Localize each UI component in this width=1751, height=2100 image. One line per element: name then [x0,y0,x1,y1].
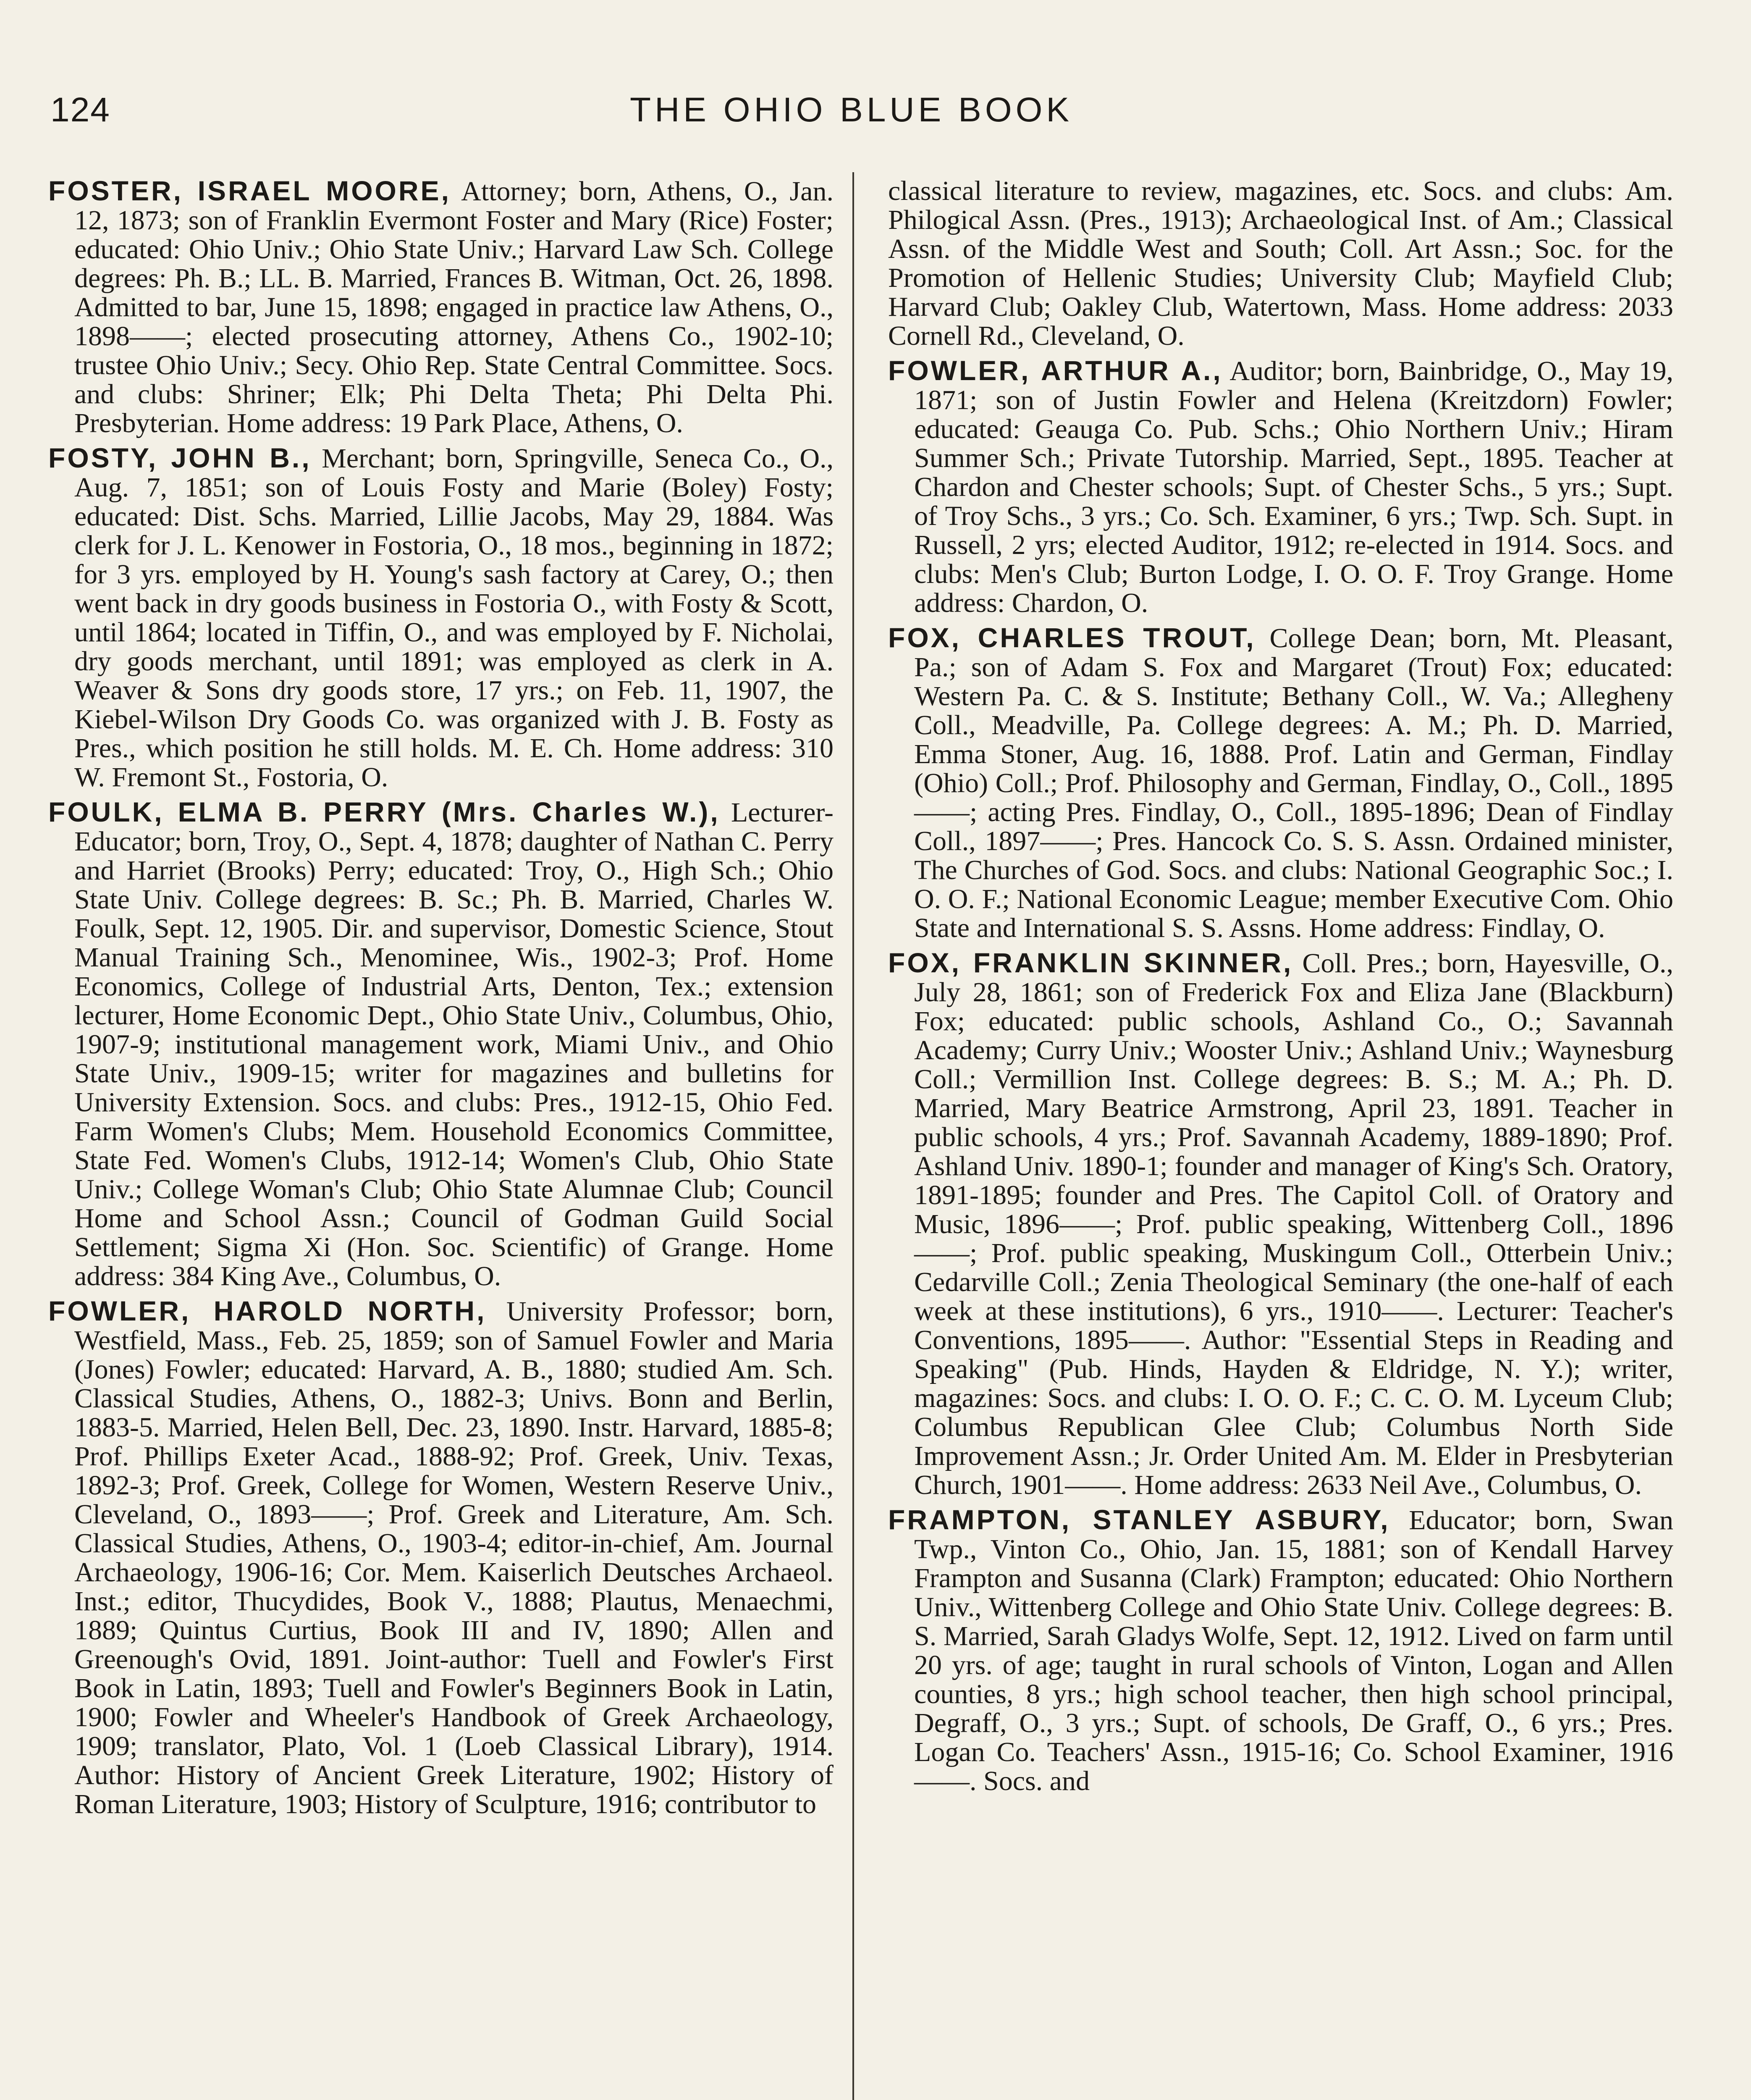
entry-name: FOSTER, ISRAEL MOORE, [48,176,451,206]
entry-text: Coll. Pres.; born, Hayesville, O., July 28, 1861; son of Frederick Fox and Eliza Jane (Blackburn) Fox; educated: public schools, Ashland Co., O.; Savannah Academy; Curry Univ.; Wooster Univ.; Ashland Univ.; Waynesburg Coll.; Vermillion Inst. College degrees: B. S.; M. A.; Ph. D. Married, Mary Beatrice Armstrong, April 23, 1891. Teacher in public schools, 4 yrs.; Prof. Savannah Academy, 1889-1890; Prof. Ashland Univ. 1890-1; founder and manager of King's Sch. Oratory, 1891-1895; founder and Pres. The Capitol Coll. of Oratory and Music, 1896——; Prof. public speaking, Wittenberg Coll., 1896——; Prof. public speaking, Muskingum Coll., Otterbein Univ.; Cedarville Coll.; Zenia Theological Seminary (the one-half of each week at these institutions), 6 yrs., 1910——. Lecturer: Teacher's Conventions, 1895——. Author: "Essential Steps in Reading and Speaking" (Pub. Hinds, Hayden & Eldridge, N. Y.); writer, magazines: Socs. and clubs: I. O. O. F.; C. C. O. M. Lyceum Club; Columbus Republican Glee Club; Columbus North Side Improvement Assn.; Jr. Order United Am. M. Elder in Presbyterian Church, 1901——. Home address: 2633 Neil Ave., Columbus, O. [914,948,1673,1500]
biography-entry [888,1505,1673,1796]
left-column [48,176,834,2100]
entry-name: FOWLER, ARTHUR A., [888,355,1223,386]
entry-name: FOX, CHARLES TROUT, [888,622,1256,653]
entry-text: Auditor; born, Bainbridge, O., May 19, 1871; son of Justin Fowler and Helena (Kreitzdorn) Fowler; educated: Geauga Co. Pub. Schs.; Ohio Northern Univ.; Hiram Summer Sch.; Private Tutorship. Married, Sept., 1895. Teacher at Chardon and Chester schools; Supt. of Chester Schs., 5 yrs.; Supt. of Troy Schs., 3 yrs.; Co. Sch. Examiner, 6 yrs.; Twp. Sch. Supt. in Russell, 2 yrs; elected Auditor, 1912; re-elected in 1914. Socs. and clubs: Men's Club; Burton Lodge, I. O. O. F. Troy Grange. Home address: Chardon, O. [914,356,1673,618]
running-head [50,90,1701,136]
right-column [888,176,1673,2100]
biography-entry [48,798,834,1291]
entry-name: FOX, FRANKLIN SKINNER, [888,947,1293,978]
entry-text: classical literature to review, magazines, etc. Socs. and clubs: Am. Philogical Assn. (Pres., 1913); Archaeological Inst. of Am.; Classical Assn. of the Middle West and South; Coll. Art Assn.; Soc. for the Promotion of Hellenic Studies; University Club; Mayfield Club; Harvard Club; Oakley Club, Watertown, Mass. Home address: 2033 Cornell Rd., Cleveland, O. [888,176,1673,351]
entry-name: FOWLER, HAROLD NORTH, [48,1295,487,1326]
entry-text: Educator; born, Swan Twp., Vinton Co., Ohio, Jan. 15, 1881; son of Kendall Harvey Frampton and Susanna (Clark) Frampton; educated: Ohio Northern Univ., Wittenberg College and Ohio State Univ. College degrees: B. S. Married, Sarah Gladys Wolfe, Sept. 12, 1912. Lived on farm until 20 yrs. of age; taught in rural schools of Vinton, Logan and Allen counties, 8 yrs.; high school teacher, then high school principal, Degraff, O., 3 yrs.; Supt. of schools, De Graff, O., 6 yrs.; Pres. Logan Co. Teachers' Assn., 1915-16; Co. School Examiner, 1916——. Socs. and [914,1505,1673,1796]
column-divider [852,172,854,2100]
page-number: 124 [50,91,110,129]
entry-text: College Dean; born, Mt. Pleasant, Pa.; son of Adam S. Fox and Margaret (Trout) Fox; educated: Western Pa. C. & S. Institute; Bethany Coll., W. Va.; Allegheny Coll., Meadville, Pa. College degrees: A. M.; Ph. D. Married, Emma Stoner, Aug. 16, 1888. Prof. Latin and German, Findlay (Ohio) Coll.; Prof. Philosophy and German, Findlay, O., Coll., 1895——; acting Pres. Findlay, O., Coll., 1895-1896; Dean of Findlay Coll., 1897——; Pres. Hancock Co. S. S. Assn. Ordained minister, The Churches of God. Socs. and clubs: National Geographic Soc.; I. O. O. F.; National Economic League; member Executive Com. Ohio State and International S. S. Assns. Home address: Findlay, O. [914,623,1673,943]
entry-name: FRAMPTON, STANLEY ASBURY, [888,1504,1390,1535]
entry-name: FOSTY, JOHN B., [48,442,312,473]
biography-entry [48,1297,834,1819]
entry-text: Attorney; born, Athens, O., Jan. 12, 1873; son of Franklin Evermont Foster and Mary (Rice) Foster; educated: Ohio Univ.; Ohio State Univ.; Harvard Law Sch. College degrees: Ph. B.; LL. B. Married, Frances B. Witman, Oct. 26, 1898. Admitted to bar, June 15, 1898; engaged in practice law Athens, O., 1898——; elected prosecuting attorney, Athens Co., 1902-10; trustee Ohio Univ.; Secy. Ohio Rep. State Central Committee. Socs. and clubs: Shriner; Elk; Phi Delta Theta; Phi Delta Phi. Presbyterian. Home address: 19 Park Place, Athens, O. [74,176,834,438]
biography-entry [888,623,1673,942]
biography-entry-continued [888,176,1673,350]
entry-name: FOULK, ELMA B. PERRY (Mrs. Charles W.), [48,796,720,827]
biography-entry [48,444,834,792]
biography-entry [888,356,1673,617]
entry-text: Merchant; born, Springville, Seneca Co., O., Aug. 7, 1851; son of Louis Fosty and Marie (Boley) Fosty; educated: Dist. Schs. Married, Lillie Jacobs, May 29, 1884. Was clerk for J. L. Kenower in Fostoria, O., 18 mos., beginning in 1872; for 3 yrs. employed by H. Young's sash factory at Carey, O.; then went back in dry goods business in Fostoria O., with Fosty & Scott, until 1864; located in Tiffin, O., and was employed by F. Nicholai, dry goods merchant, until 1891; was employed as clerk in A. Weaver & Sons dry goods store, 17 yrs.; on Feb. 11, 1907, the Kiebel-Wilson Dry Goods Co. was organized with J. B. Fosty as Pres., which position he still holds. M. E. Ch. Home address: 310 W. Fremont St., Fostoria, O. [74,443,834,793]
entry-text: Lecturer-Educator; born, Troy, O., Sept. 4, 1878; daughter of Nathan C. Perry and Harriet (Brooks) Perry; educated: Troy, O., High Sch.; Ohio State Univ. College degrees: B. Sc.; Ph. B. Married, Charles W. Foulk, Sept. 12, 1905. Dir. and supervisor, Domestic Science, Stout Manual Training Sch., Menominee, Wis., 1902-3; Prof. Home Economics, College of Industrial Arts, Denton, Tex.; extension lecturer, Home Economic Dept., Ohio State Univ., Columbus, Ohio, 1907-9; institutional management work, Miami Univ., and Ohio State Univ., 1909-15; writer for magazines and bulletins for University Extension. Socs. and clubs: Pres., 1912-15, Ohio Fed. Farm Women's Clubs; Mem. Household Economics Committee, State Fed. Women's Clubs, 1912-14; Women's Club, Ohio State Univ.; College Woman's Club; Ohio State Alumnae Club; Council Home and School Assn.; Council of Godman Guild Social Settlement; Sigma Xi (Hon. Soc. Scientific) of Grange. Home address: 384 King Ave., Columbus, O. [74,797,834,1292]
book-title: THE OHIO BLUE BOOK [630,91,1073,129]
biography-entry [48,176,834,438]
entry-text: University Professor; born, Westfield, Mass., Feb. 25, 1859; son of Samuel Fowler and Maria (Jones) Fowler; educated: Harvard, A. B., 1880; studied Am. Sch. Classical Studies, Athens, O., 1882-3; Univs. Bonn and Berlin, 1883-5. Married, Helen Bell, Dec. 23, 1890. Instr. Harvard, 1885-8; Prof. Phillips Exeter Acad., 1888-92; Prof. Greek, Univ. Texas, 1892-3; Prof. Greek, College for Women, Western Reserve Univ., Cleveland, O., 1893——; Prof. Greek and Literature, Am. Sch. Classical Studies, Athens, O., 1903-4; editor-in-chief, Am. Journal Archaeology, 1906-16; Cor. Mem. Kaiserlich Deutsches Archaeol. Inst.; editor, Thucydides, Book V., 1888; Plautus, Menaechmi, 1889; Quintus Curtius, Book III and IV, 1890; Allen and Greenough's Ovid, 1891. Joint-author: Tuell and Fowler's First Book in Latin, 1893; Tuell and Fowler's Beginners Book in Latin, 1900; Fowler and Wheeler's Handbook of Greek Archaeology, 1909; translator, Plato, Vol. 1 (Loeb Classical Library), 1914. Author: History of Ancient Greek Literature, 1902; History of Roman Literature, 1903; History of Sculpture, 1916; contributor to [74,1296,834,1819]
biography-entry [888,948,1673,1499]
